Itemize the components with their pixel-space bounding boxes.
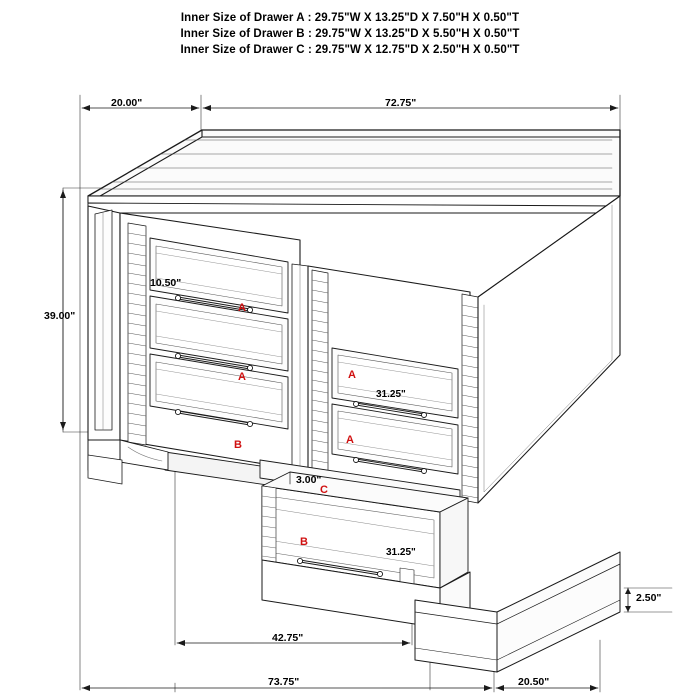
dim-height-left: 39.00" bbox=[44, 310, 76, 322]
spec-line-a: Inner Size of Drawer A : 29.75"W X 13.25"D X 7.50"H X 0.50"T bbox=[180, 12, 520, 24]
dim-total-depth: 20.50" bbox=[518, 676, 550, 688]
dim-width-top: 72.75" bbox=[385, 97, 417, 109]
spec-line-c: Inner Size of Drawer C : 29.75"W X 12.75"D X 2.50"H X 0.50"T bbox=[180, 44, 520, 56]
dim-drawer-front-height: 10.50" bbox=[150, 277, 182, 289]
drawer-label-b2: B bbox=[300, 536, 308, 548]
dim-base-height: 2.50" bbox=[636, 592, 662, 604]
dim-drawer-width-upper: 31.25" bbox=[376, 389, 406, 400]
dim-drawer-width-lower: 31.25" bbox=[386, 547, 416, 558]
dim-total-width: 73.75" bbox=[268, 676, 300, 688]
dim-drawer-c-height: 3.00" bbox=[296, 474, 322, 486]
dim-base-width: 42.75" bbox=[272, 632, 304, 644]
drawer-label-a2: A bbox=[238, 371, 246, 383]
dim-depth-top: 20.00" bbox=[111, 97, 143, 109]
drawer-label-a3: A bbox=[348, 369, 356, 381]
spec-line-b: Inner Size of Drawer B : 29.75"W X 13.25"D X 5.50"H X 0.50"T bbox=[180, 28, 520, 40]
drawer-label-a1: A bbox=[238, 302, 246, 314]
drawer-label-c1: C bbox=[320, 484, 328, 496]
drawer-label-b1: B bbox=[234, 439, 242, 451]
drawer-label-a4: A bbox=[346, 434, 354, 446]
